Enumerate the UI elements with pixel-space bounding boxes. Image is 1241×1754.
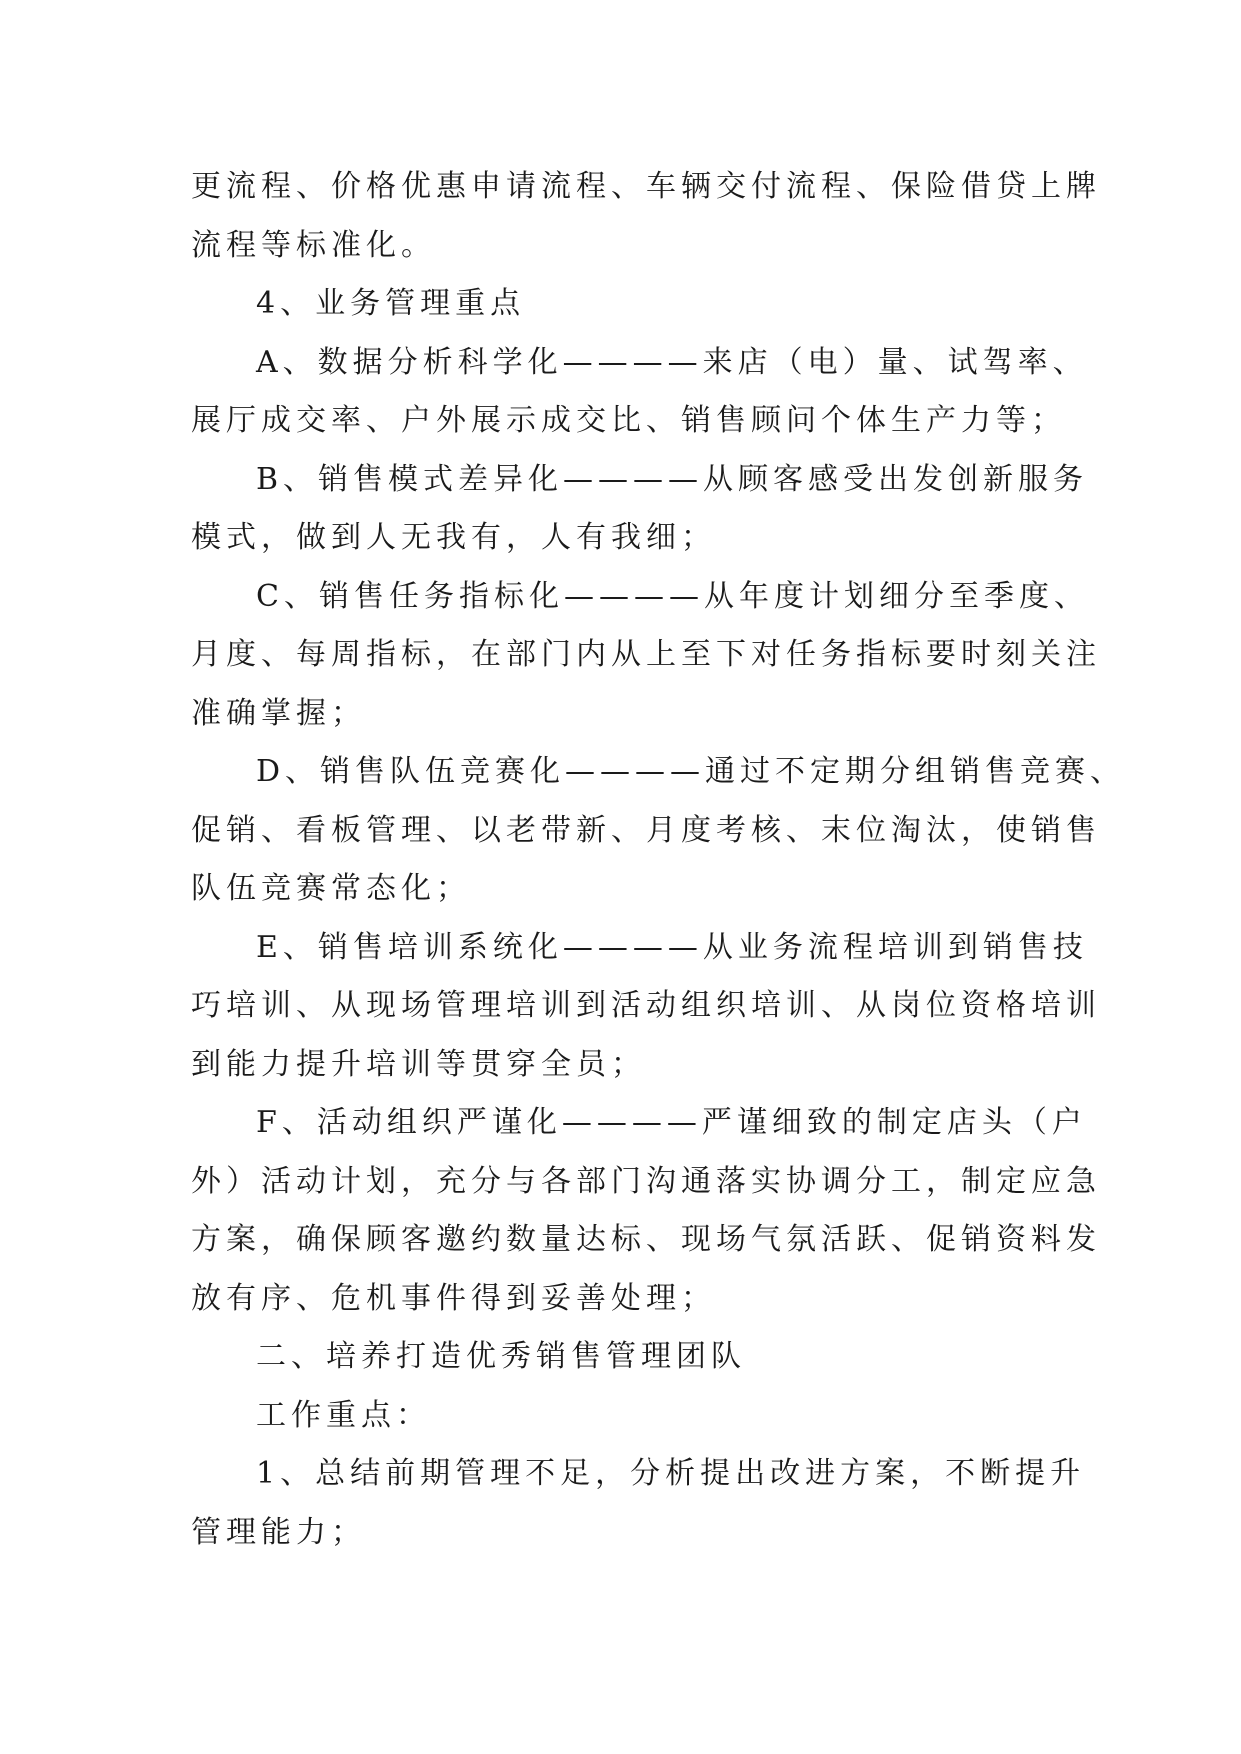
text-line: 队伍竞赛常态化； [191, 871, 471, 906]
text-line: 放有序、危机事件得到妥善处理； [191, 1280, 716, 1316]
text-line: A、数据分析科学化————来店（电）量、试驾率、 [256, 344, 1088, 380]
text-line: 外）活动计划，充分与各部门沟通落实协调分工，制定应急 [191, 1163, 1101, 1199]
text-line: 更流程、价格优惠申请流程、车辆交付流程、保险借贷上牌 [191, 169, 1101, 204]
text-line: 月度、每周指标，在部门内从上至下对任务指标要时刻关注 [191, 637, 1101, 672]
text-line: 方案，确保顾客邀约数量达标、现场气氛活跃、促销资料发 [191, 1222, 1101, 1257]
text-line: 巧培训、从现场管理培训到活动组织培训、从岗位资格培训 [191, 988, 1101, 1023]
text-line: 管理能力； [191, 1514, 366, 1550]
text-line: E、销售培训系统化————从业务流程培训到销售技 [256, 929, 1088, 965]
text-line: 准确掌握； [191, 695, 366, 731]
text-line: 流程等标准化。 [191, 227, 436, 263]
text-line: B、销售模式差异化————从顾客感受出发创新服务 [256, 461, 1089, 497]
text-line: 二、培养打造优秀销售管理团队 [256, 1339, 746, 1374]
text-line: C、销售任务指标化————从年度计划细分至季度、 [256, 578, 1089, 614]
text-line: F、活动组织严谨化————严谨细致的制定店头（户 [256, 1105, 1087, 1140]
text-line: 4、业务管理重点 [256, 286, 526, 321]
text-line: 1、总结前期管理不足，分析提出改进方案，不断提升 [256, 1456, 1086, 1491]
text-line: D、销售队伍竞赛化————通过不定期分组销售竞赛、 [256, 754, 1126, 789]
text-line: 促销、看板管理、以老带新、月度考核、末位淘汰，使销售 [191, 812, 1101, 848]
document-body [191, 158, 1126, 1562]
text-line: 工作重点： [256, 1397, 431, 1433]
text-line: 模式，做到人无我有，人有我细； [191, 520, 716, 555]
text-line: 展厅成交率、户外展示成交比、销售顾问个体生产力等； [191, 403, 1066, 438]
text-line: 到能力提升培训等贯穿全员； [191, 1046, 646, 1082]
